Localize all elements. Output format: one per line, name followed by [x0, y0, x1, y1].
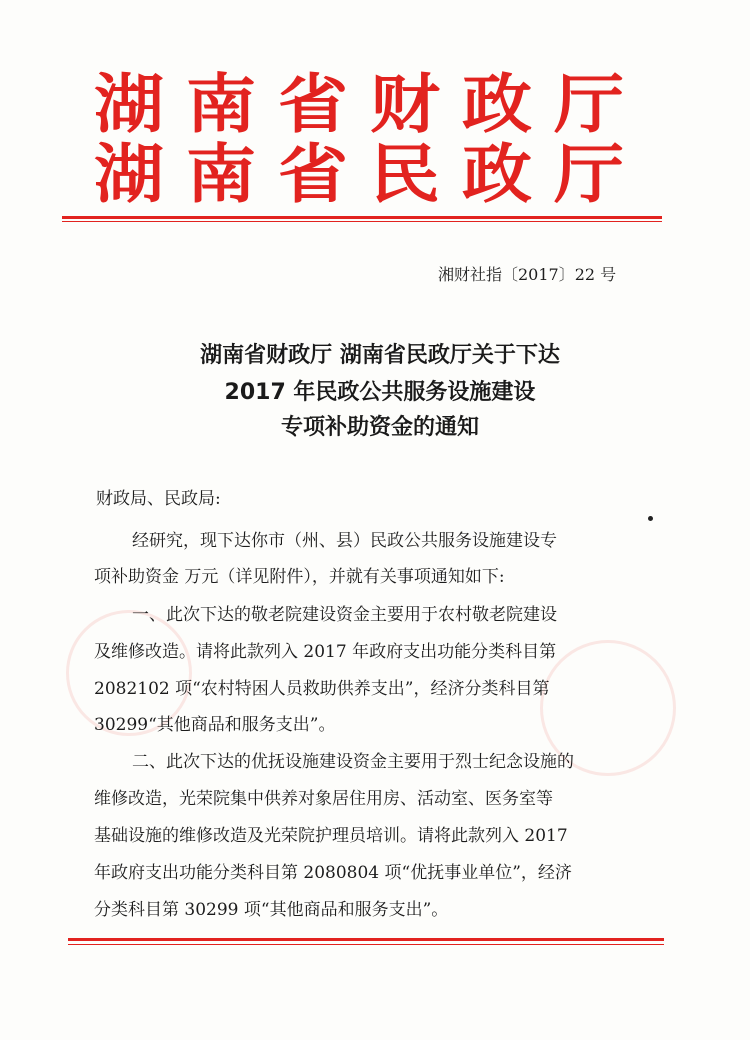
paragraph-2-line-4: 30299“其他商品和服务支出”。 [94, 715, 336, 735]
document-title-line-3: 专项补助资金的通知 [280, 415, 479, 440]
salutation: 财政局、民政局: [96, 489, 221, 509]
paragraph-2-line-2: 及维修改造。请将此款列入 2017 年政府支出功能分类科目第 [94, 642, 557, 662]
issuer-header-civil-affairs: 湖南省民政厅 [94, 136, 646, 212]
paragraph-2-line-3: 2082102 项“农村特困人员救助供养支出”，经济分类科目第 [94, 679, 550, 699]
paragraph-1-line-2: 项补助资金 万元（详见附件），并就有关事项通知如下: [94, 567, 505, 587]
ink-speck [648, 516, 653, 521]
footer-red-rule-thin [68, 944, 664, 945]
document-number: 湘财社指〔2017〕22 号 [438, 265, 617, 284]
issuer-header-finance: 湖南省财政厅 [94, 66, 646, 142]
paragraph-3-line-2: 维修改造，光荣院集中供养对象居住用房、活动室、医务室等 [94, 789, 553, 809]
paragraph-3-line-4: 年政府支出功能分类科目第 2080804 项“优抚事业单位”，经济 [94, 863, 572, 883]
paragraph-1-line-1: 经研究，现下达你市（州、县）民政公共服务设施建设专 [132, 531, 557, 551]
header-red-rule-thin [62, 221, 662, 222]
document-title-line-2: 2017 年民政公共服务设施建设 [224, 380, 536, 405]
header-red-rule [62, 216, 662, 219]
footer-red-rule [68, 938, 664, 941]
paragraph-3-line-5: 分类科目第 30299 项“其他商品和服务支出”。 [94, 900, 449, 920]
document-title-line-1: 湖南省财政厅 湖南省民政厅关于下达 [200, 343, 560, 368]
paragraph-3-line-1: 二、此次下达的优抚设施建设资金主要用于烈士纪念设施的 [132, 752, 574, 772]
paragraph-3-line-3: 基础设施的维修改造及光荣院护理员培训。请将此款列入 2017 [94, 826, 568, 846]
paragraph-2-line-1: 一、此次下达的敬老院建设资金主要用于农村敬老院建设 [132, 605, 557, 625]
